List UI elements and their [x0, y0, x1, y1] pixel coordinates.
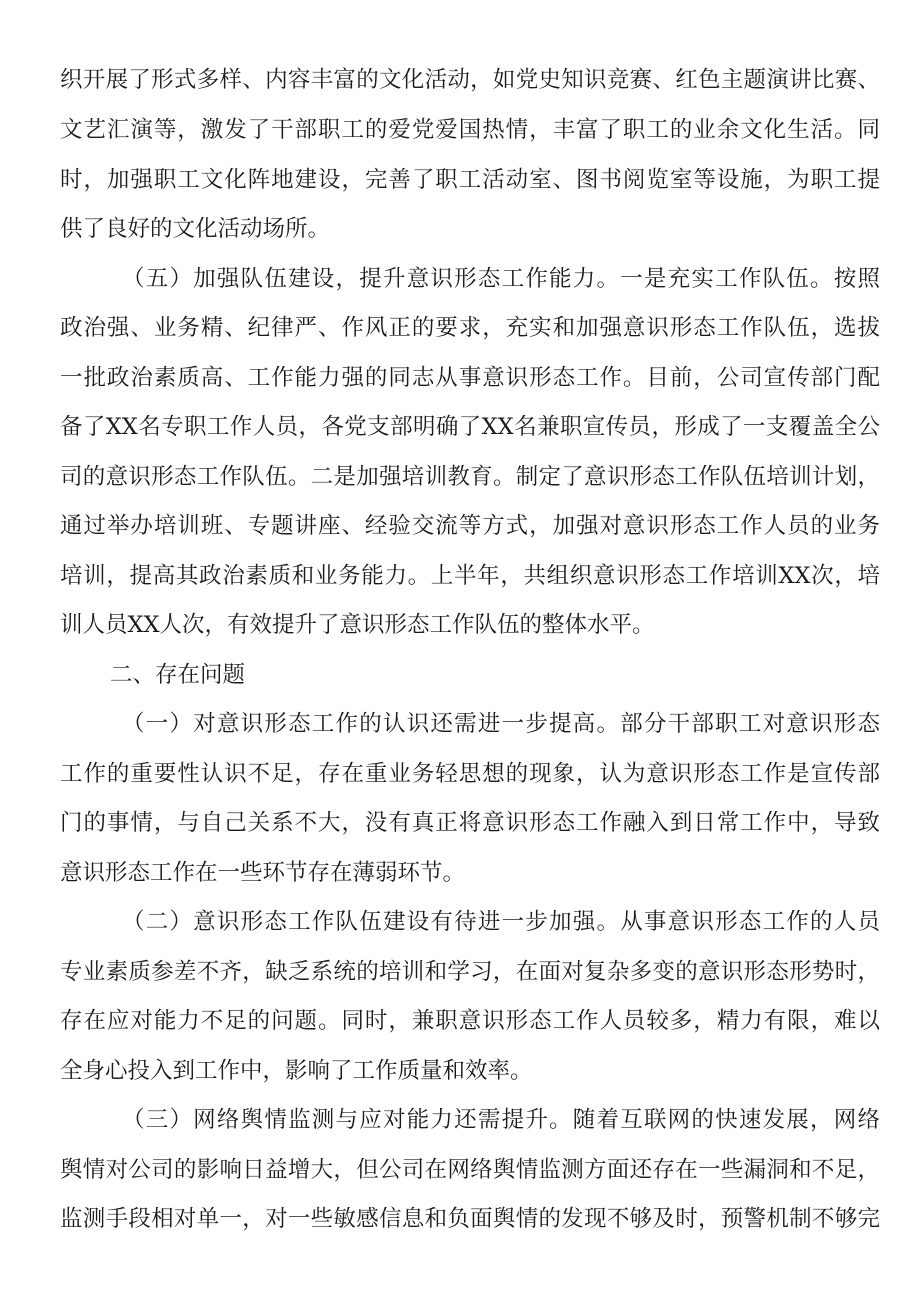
paragraph-line: （二）意识形态工作队伍建设有待进一步加强。从事意识形态工作的人员	[122, 909, 880, 935]
paragraph-line: 门的事情，与自己关系不大，没有真正将意识形态工作融入到日常工作中，导致	[60, 810, 880, 836]
paragraph-line: 备了XX名专职工作人员，各党支部明确了XX名兼职宣传员，形成了一支覆盖全公	[60, 414, 880, 440]
paragraph-line: 存在应对能力不足的问题。同时，兼职意识形态工作人员较多，精力有限，难以	[60, 1008, 880, 1034]
paragraph-line: 织开展了形式多样、内容丰富的文化活动，如党史知识竞赛、红色主题演讲比赛、	[60, 67, 880, 93]
paragraph-line: 政治强、业务精、纪律严、作风正的要求，充实和加强意识形态工作队伍，选拔	[60, 315, 880, 341]
paragraph-line: 司的意识形态工作队伍。二是加强培训教育。制定了意识形态工作队伍培训计划，	[60, 464, 880, 490]
paragraph-line: 监测手段相对单一，对一些敏感信息和负面舆情的发现不够及时，预警机制不够完	[60, 1206, 880, 1232]
paragraph-line: 一批政治素质高、工作能力强的同志从事意识形态工作。目前，公司宣传部门配	[60, 365, 880, 391]
paragraph-line: 全身心投入到工作中，影响了工作质量和效率。	[60, 1058, 533, 1084]
paragraph-line: （五）加强队伍建设，提升意识形态工作能力。一是充实工作队伍。按照	[122, 266, 880, 292]
paragraph-line: 供了良好的文化活动场所。	[60, 216, 331, 242]
paragraph-line: 时，加强职工文化阵地建设，完善了职工活动室、图书阅览室等设施，为职工提	[60, 167, 880, 193]
paragraph-line: 舆情对公司的影响日益增大，但公司在网络舆情监测方面还存在一些漏洞和不足，	[60, 1157, 880, 1183]
paragraph-line: 文艺汇演等，激发了干部职工的爱党爱国热情，丰富了职工的业余文化生活。同	[60, 117, 880, 143]
paragraph-line: （三）网络舆情监测与应对能力还需提升。随着互联网的快速发展，网络	[122, 1107, 880, 1133]
paragraph-line: 通过举办培训班、专题讲座、经验交流等方式，加强对意识形态工作人员的业务	[60, 513, 880, 539]
section-heading: 二、存在问题	[110, 662, 246, 688]
paragraph-line: （一）对意识形态工作的认识还需进一步提高。部分干部职工对意识形态	[122, 711, 880, 737]
paragraph-line: 专业素质参差不齐，缺乏系统的培训和学习，在面对复杂多变的意识形态形势时，	[60, 959, 880, 985]
paragraph-line: 训人员XX人次，有效提升了意识形态工作队伍的整体水平。	[60, 612, 655, 638]
paragraph-line: 意识形态工作在一些环节存在薄弱环节。	[60, 860, 466, 886]
paragraph-line: 培训，提高其政治素质和业务能力。上半年，共组织意识形态工作培训XX次，培	[60, 563, 880, 589]
paragraph-line: 工作的重要性认识不足，存在重业务轻思想的现象，认为意识形态工作是宣传部	[60, 761, 880, 787]
